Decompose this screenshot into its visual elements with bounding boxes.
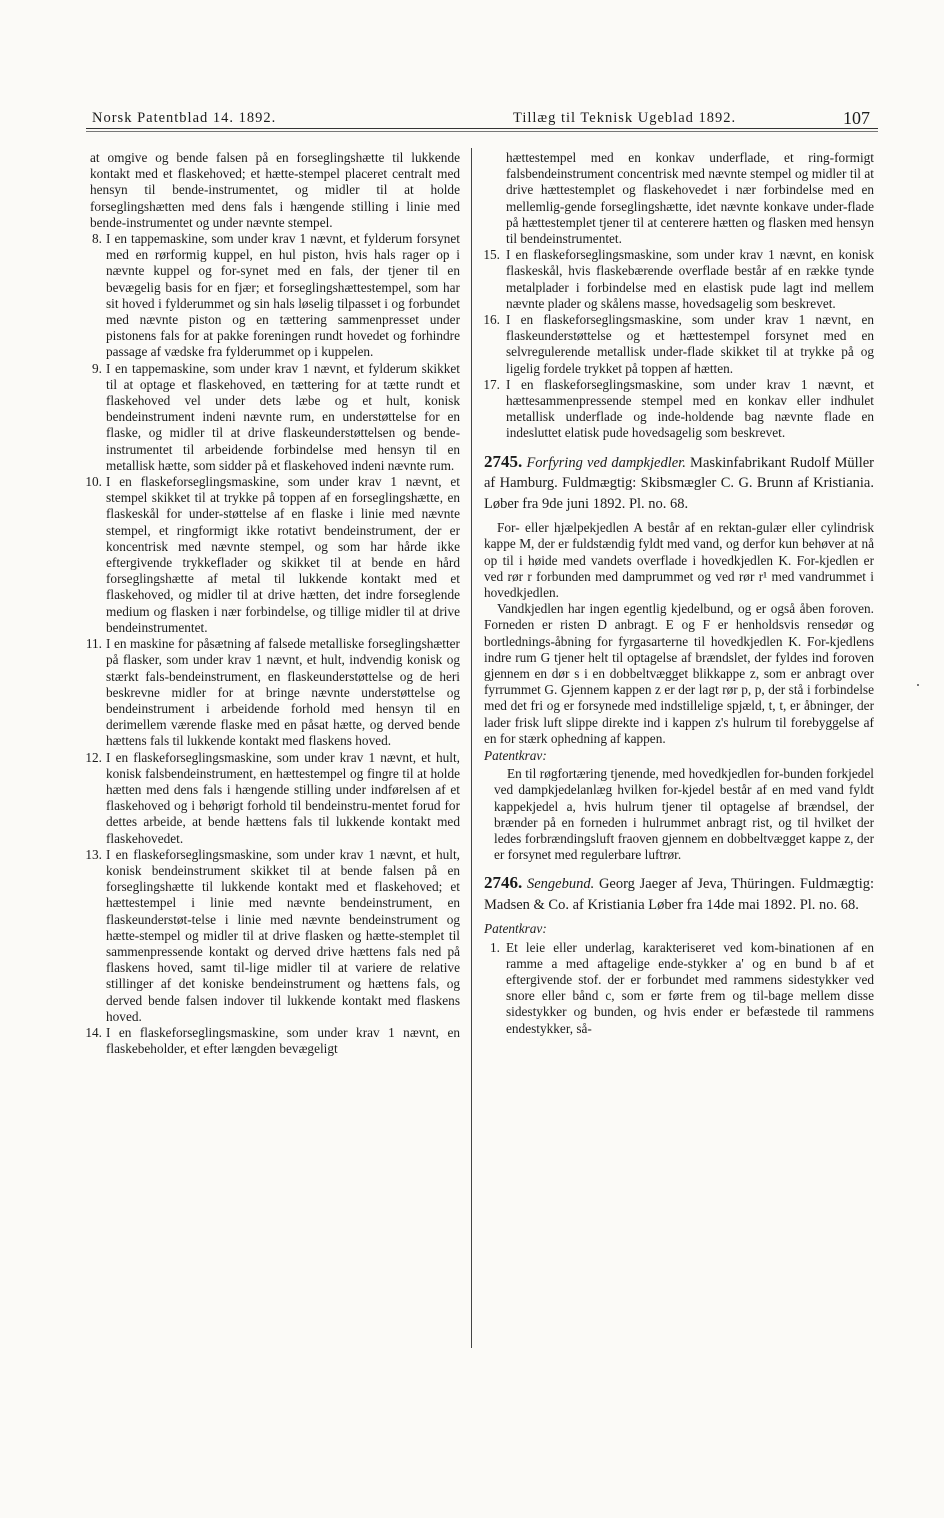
claim-number: 15. [483, 247, 500, 263]
claim-number: 8. [92, 231, 102, 247]
claim-text: Et leie eller underlag, karakteriseret ved kom-binationen af en ramme a med aftagelige ende-stykker a' og en bund b af et eftergivende stof. der er forbundet med rammens sidestykker ved snore eller bånd c, som er førte frem og til-bage mellem disse sidestykker og bunden, og hvis ender er befæstede til rammens endestykker, så- [506, 939, 874, 1036]
claim-continuation: at omgive og bende falsen på en forseglingshætte til lukkende kontakt med et flaskehoved; et hætte-stempel placeret centralt med hensyn til bende-instrumentet, og midler til at holde forseglingshætten med dens fals i hængende stilling i linie med bende-instrumentet og under nævnte stempel. [90, 150, 460, 230]
entry-number: 2746. [484, 873, 523, 893]
description-paragraph: Vandkjedlen har ingen egentlig kjedelbund, og er også åben foroven. Forneden er risten D anbragt. E og F er henholdsvis rensedør og bortlednings-åbning for fyrgasarterne til hovedkjedlen K. For-kjedlens indre rum G tjener helt til optagelse af brændslet, der fyldes ind foroven gjennem en dør s i en dobbeltvægget blikkappe z, som er anbragt over fyrrummet G. Gjennem kappen z er der lagt rør p, p, der stå i forbindelse med det fri og er forsynede med indstillelige spjæld, t, t, er åbninger, der lader frisk luft slippe direkte ind i kappen z's hulrum til forebyggelse af en for stærk ophedning af kappen. [484, 601, 874, 746]
entry-number: 2745. [484, 451, 523, 471]
claim-text: I en tappemaskine, som under krav 1 nævnt, et fylderum forsynet med en rørformig kuppel, en hul piston, hvis hals rager op i nævnte kuppel og for-synet med en fals, der tjener til en bevægelig basis for en fjær; et forseglingshættestempel, som har sit hoved i fylderummet og sin hals løselig tilpasset i og forbundet med nævnte piston og en tættering sammenpresset under pistonens fals for at pakke foreningen rundt hovedet og forhindre passage af vædske fra fylderummet op i kuppelen. [106, 231, 460, 360]
patentkrav-label: Patentkrav: [484, 921, 547, 937]
header-supplement: Tillæg til Teknisk Ugeblad 1892. [513, 110, 737, 126]
header-publication: Norsk Patentblad 14. 1892. [92, 110, 277, 126]
claim-text: I en flaskeforseglingsmaskine, som under krav 1 nævnt, et hult, konisk bendeinstrument skikket til at bende falsen på en forseglingshætte til lukkende kontakt med et flaskehoved; et hættestempel i linie med nævnte bendeinstrument, en flaskeunderstøt-telse i linie med nævnte bendeinstrument og hætte-stempel og midler til at drive flasken og hætte-stemplet til sammenpressende kontakt og derved drive hættens fals ned på flaskens hoved, samt til-lige midler til at variere de relative stillinger af det koniske bendeinstrument og hættens fals, og derved bende falsen indover til lukkende kontakt med flaskens hoved. [106, 846, 460, 1024]
claim-item [484, 312, 874, 377]
print-speck [917, 684, 919, 686]
claim-item [85, 1024, 460, 1057]
description-paragraph: For- eller hjælpekjedlen A består af en rektan-gulær eller cylindrisk kappe M, der er fuldstændig fyldt med vand, og derfor kun behøver at nå op til i høide med vandets overflade i hovedkjedlen K. For-kjedlen er ved rør r forbunden med damprummet og ved rør r¹ med vandrummet i hovedkjedlen. [484, 520, 874, 600]
claim-item [90, 231, 460, 361]
claim-number: 12. [85, 749, 102, 765]
claim-number: 9. [92, 360, 102, 376]
entry-details: Georg Jaeger af Jeva, Thüringen. Fuldmægtig: Madsen & Co. af Kristiania Løber fra 14de mai 1892. Pl. no. 68. [484, 876, 875, 913]
claim-text: I en flaskeforseglingsmaskine, som under krav 1 nævnt, et hættesammenpressende stempel med en konkav eller indhulet metallisk underflade og inde-holdende bag nævnte flade en indesluttet elatisk pude hovedsagelig som beskrevet. [506, 376, 874, 441]
header-rule [86, 128, 878, 129]
right-column [484, 150, 874, 1037]
claim-text: I en flaskeforseglingsmaskine, som under krav 1 nævnt, et hult, konisk falsbendeinstrument, en hættestempel og fingre til at holde hætten med dens fals i hængende stilling under indførelsen af et flaskehoved og i behørigt forhold til bendeinstru-mentet forud for dettes arbeide, at bende hættens fals til lukkende kontakt med flaskehovedet. [106, 749, 460, 846]
claim-continuation: hættestempel med en konkav underflade, et ring-formigt falsbendeinstrument concentrisk med nævnte stempel og midler til at drive hættestemplet og flaskehovedet i nær forbindelse med en mellemlig-gende forseglingshætte, idet nævnte konkave under-flade på hættestemplet tjener til at centerere hætten og flasken med hensyn til bendeinstrumentet. [506, 150, 874, 247]
claim-item [85, 636, 460, 749]
claim-text: I en tappemaskine, som under krav 1 nævnt, et fylderum skikket til at optage et flaskehoved, en tættering for at tætte rundt et flaskehoved vel under dets læbe og et hult, konisk bendeinstrument indeni nævnte rum, en understøttelse for en flaske, og midler til at drive flaskeunderstøttelsen og bende-instrumentet til arbeidende forbindelse med hensyn til en metallisk hætte, som sidder på et flaskehoved indeni nævnte rum. [106, 360, 460, 473]
claim-number: 17. [483, 376, 500, 392]
claim-item [484, 377, 874, 442]
page-number: 107 [843, 108, 870, 128]
entry-title: Sengebund. [526, 876, 595, 893]
header-rule-thin [86, 131, 878, 132]
patentkrav-label: Patentkrav: [484, 748, 547, 763]
claim-item [90, 361, 460, 474]
entry-title: Forfyring ved dampkjedler. [526, 454, 686, 471]
patent-entry-2745-heading [484, 452, 874, 515]
claim-text: I en flaskeforseglingsmaskine, som under krav 1 nævnt, en flaskebeholder, et efter længden bevægeligt [106, 1024, 460, 1057]
claim-number: 1. [490, 939, 500, 955]
claim-number: 14. [85, 1024, 102, 1040]
patent-entry-2746-heading [484, 873, 874, 915]
claim-number: 16. [483, 312, 500, 328]
claim-item [85, 846, 460, 1025]
left-column [85, 150, 460, 1057]
claim-text: I en maskine for påsætning af falsede metalliske forseglingshætter på flasker, som under krav 1 nævnt, et hult, indvendig konisk og stærkt fals-bendeinstrument, en flaskeunderstøttelse og de heri beskrevne midler for at bringe nævnte understøttelse og bendeinstrument i arbeidende forhold med hensyn til en derimellem værende flaske med en påsat hætte, og derved bende hættens fals til lukkende kontakt med flaskens hoved. [106, 636, 460, 749]
claim-text: I en flaskeforseglingsmaskine, som under krav 1 nævnt, en flaskeunderstøttelse og et hættestempel forsynet med en selvregulerende metallisk under-flade skikket til at trykke på og ligelig fordele trykket på toppen af hætten. [506, 312, 874, 376]
claim-number: 13. [85, 846, 102, 862]
claim-number: 11. [85, 636, 102, 652]
claim-item [85, 474, 460, 636]
claim-text: I en flaskeforseglingsmaskine, som under krav 1 nævnt, et stempel skikket til at trykke på toppen af en forseglingshætte, en flaskeskål for under-støttelse af en flaske i linie med nævnte stempel, et ringformigt ikke rotativt bendeinstrument, der er koncentrisk med nævnte stempel, og som har hårde ikke eftergivende trykkeflader og skikket til at bende en hård forseglingshætte af metal til lukkende kontakt med et flaskehoved, og midler til at drive hætten, det indre forseglende medium og flasken i nær forbindelse, og tillige midler til at drive bendeinstrumentet. [106, 474, 460, 635]
patentkrav-text: En til røgfortæring tjenende, med hovedkjedlen for-bunden forkjedel ved dampkjedelanlæg hvilken for-kjedel består af en med vand fyldt kappekjedel a, hvis hulrum tjener til optagelse af brændsel, der brænder på en forneden i hulrummet anbragt rist, og til hvilket der ledes forbrændingsluft fraoven gjennem en dobbeltvægget kappe z, der er forsynet med regulerbare luftrør. [494, 766, 874, 863]
claim-number: 10. [85, 474, 102, 490]
claim-item [85, 749, 460, 847]
claim-item [484, 247, 874, 312]
claim-text: I en flaskeforseglingsmaskine, som under krav 1 nævnt, en konisk flaskeskål, hvis flaskebærende overflade består af en række tynde metalplader i forbindelse med en elastisk pude lagt ind mellem nævnte plader og skålens masse, hovedsagelig som beskrevet. [506, 247, 874, 311]
entry-details: Maskinfabrikant Rudolf Müller af Hamburg. Fuldmægtig: Skibsmægler C. G. Brunn af Kristiania. Løber fra 9de juni 1892. Pl. no. 68. [484, 454, 875, 512]
claim-item [484, 940, 874, 1037]
